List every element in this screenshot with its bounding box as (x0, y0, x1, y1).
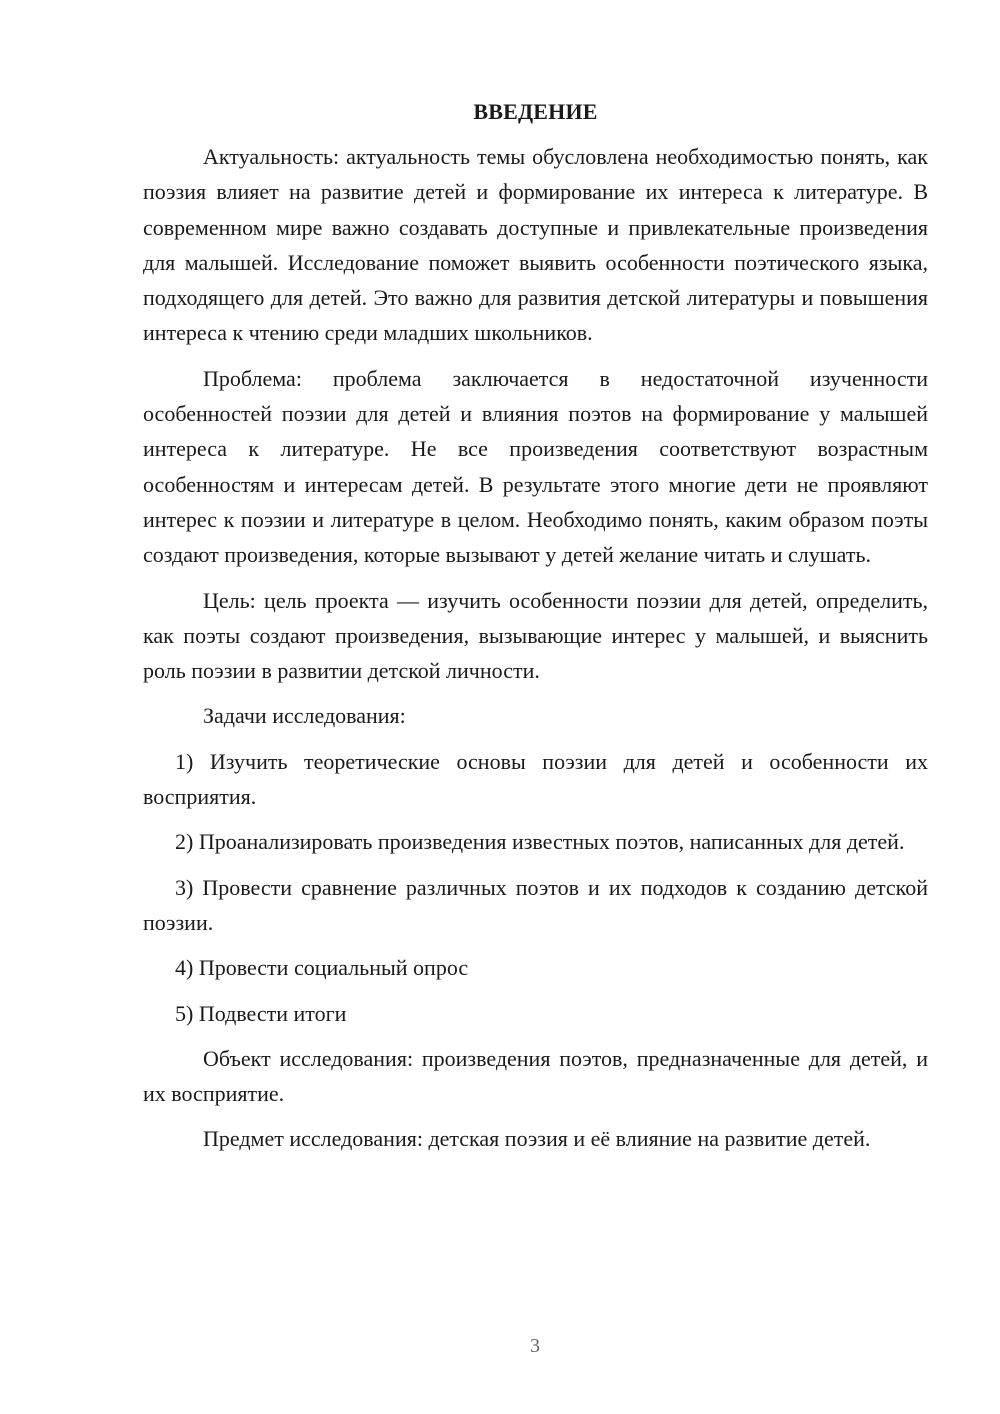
task-item-4: 4) Провести социальный опрос (175, 955, 469, 981)
relevance-paragraph: Актуальность: актуальность темы обусловлена необходимостью понять, как поэзия влияет на развитие детей и формирование их интереса к литературе. В современном мире важно создавать доступные и привлекательные произведения для малышей. Исследование поможет выявить особенности поэтического языка, подходящего для детей. Это важно для развития детской литературы и повышения интереса к чтению среди младших школьников. (143, 144, 928, 346)
goal-paragraph: Цель: цель проекта — изучить особенности поэзии для детей, определить, как поэты создают произведения, вызывающие интерес у малышей, и выяснить роль поэзии в развитии детской личности. (143, 587, 928, 684)
page-number: 3 (530, 1335, 540, 1357)
task-item-3: 3) Провести сравнение различных поэтов и их подходов к созданию детской поэзии. (143, 874, 928, 935)
subject-paragraph: Предмет исследования: детская поэзия и её влияние на развитие детей. (203, 1126, 871, 1152)
task-item-5: 5) Подвести итоги (175, 1000, 347, 1026)
problem-paragraph: Проблема: проблема заключается в недостаточной изученности особенностей поэзии для детей и влияния поэтов на формирование у малышей интереса к литературе. Не все произведения соответствуют возрастным особенностям и интересам детей. В результате этого многие дети не проявляют интерес к поэзии и литературе в целом. Необходимо понять, каким образом поэты создают произведения, которые вызывают у детей желание читать и слушать. (143, 365, 928, 568)
section-title: ВВЕДЕНИЕ (473, 99, 598, 124)
task-item-2: 2) Проанализировать произведения известных поэтов, написанных для детей. (175, 829, 905, 855)
object-paragraph: Объект исследования: произведения поэтов, предназначенные для детей, и их восприятие. (143, 1045, 928, 1107)
document-body (143, 94, 928, 1167)
task-item-1: 1) Изучить теоретические основы поэзии для детей и особенности их восприятия. (143, 748, 928, 810)
tasks-heading: Задачи исследования: (203, 703, 406, 729)
